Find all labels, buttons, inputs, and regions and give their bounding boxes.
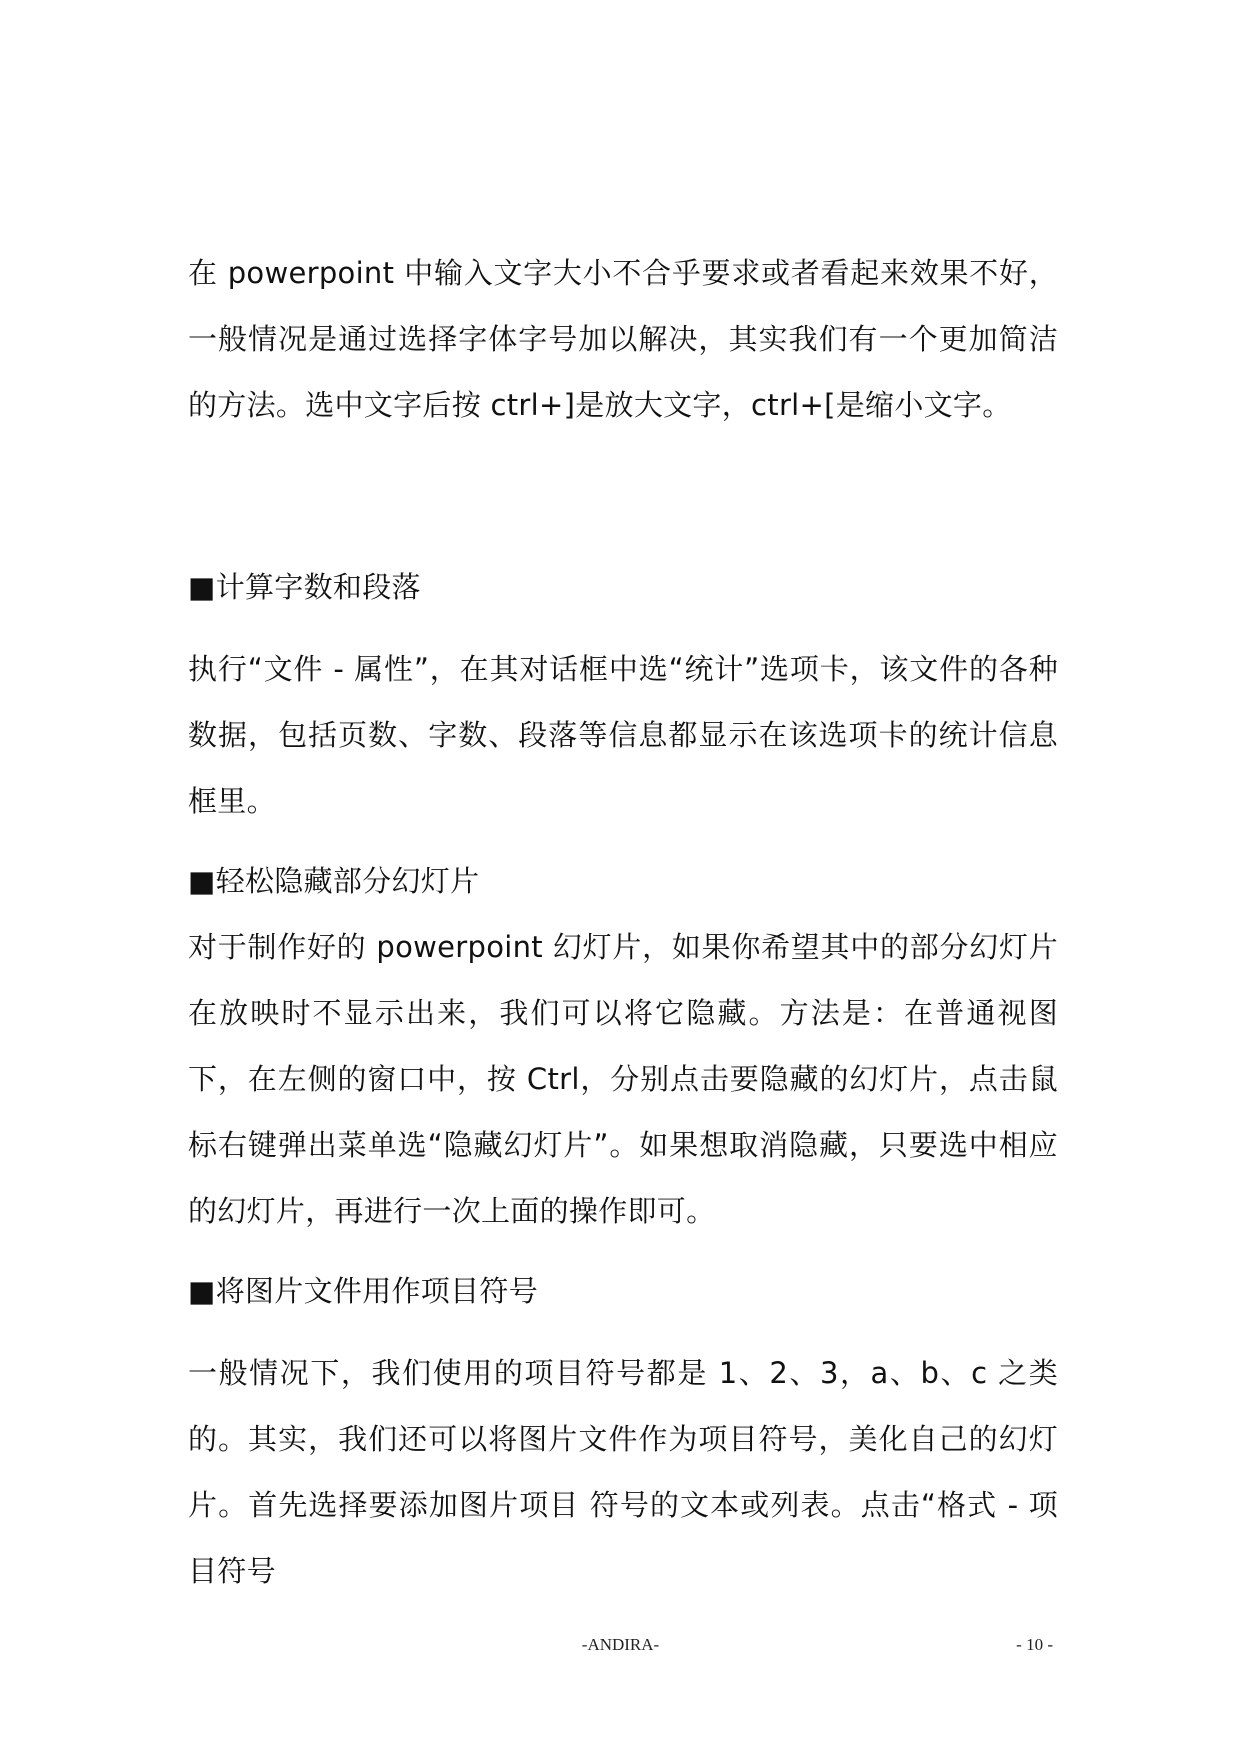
section-heading-word-count: ■计算字数和段落 xyxy=(188,570,421,604)
paragraph-word-count: 执行“文件 - 属性”，在其对话框中选“统计”选项卡，该文件的各种数据，包括页数、字数、段落等信息都显示在该选项卡的统计信息框里。 xyxy=(188,652,1058,818)
section-heading-picture-bullets: ■将图片文件用作项目符号 xyxy=(188,1274,539,1308)
page-footer xyxy=(0,1635,1241,1665)
page-body xyxy=(188,240,1058,1604)
page-number: - 10 - xyxy=(1016,1635,1053,1654)
section-heading-hide-slides: ■轻松隐藏部分幻灯片 xyxy=(188,864,480,898)
footer-brand: -ANDIRA- xyxy=(581,1635,660,1654)
paragraph-picture-bullets: 一般情况下，我们使用的项目符号都是 1、2、3，a、b、c 之类的。其实，我们还可以将图片文件作为项目符号，美化自己的幻灯片。首先选择要添加图片项目 符号的文本或列表。点击“格式 - 项目符号 xyxy=(188,1356,1058,1588)
paragraph-hide-slides: 对于制作好的 powerpoint 幻灯片，如果你希望其中的部分幻灯片在放映时不显示出来，我们可以将它隐藏。方法是：在普通视图下，在左侧的窗口中，按 Ctrl，分别点击要隐藏的幻灯片，点击鼠标右键弹出菜单选“隐藏幻灯片”。如果想取消隐藏，只要选中相应的幻灯片，再进行一次上面的操作即可。 xyxy=(188,930,1058,1228)
paragraph-font-size-tip: 在 powerpoint 中输入文字大小不合乎要求或者看起来效果不好，一般情况是通过选择字体字号加以解决，其实我们有一个更加简洁的方法。选中文字后按 ctrl+]是放大文字，ctrl+[是缩小文字。 xyxy=(188,256,1058,422)
